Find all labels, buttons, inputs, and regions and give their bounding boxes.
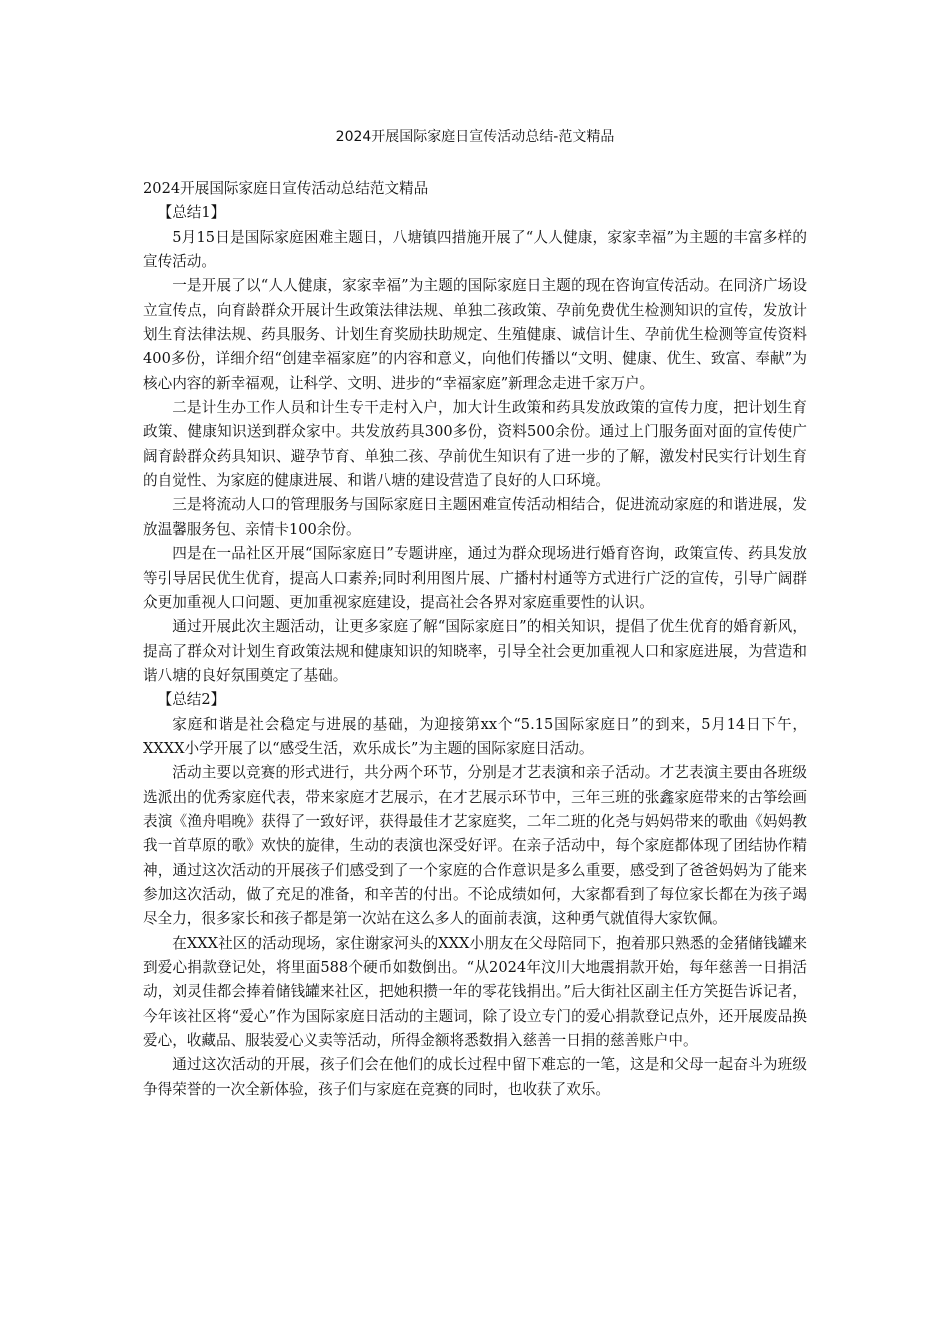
paragraph: 二是计生办工作人员和计生专干走村入户，加大计生政策和药具发放政策的宣传力度，把计划生育政策、健康知识送到群众家中。共发放药具300多份，资料500余份。通过上门服务面对面的宣传使广阔育龄群众药具知识、避孕节育、单独二孩、孕前优生知识有了进一步的了解，激发村民实行计划生育的自觉性、为家庭的健康进展、和谐八塘的建设营造了良好的人口环境。 <box>143 399 807 490</box>
paragraph: 5月15日是国际家庭困难主题日，八塘镇四措施开展了“人人健康，家家幸福”为主题的丰富多样的宣传活动。 <box>143 228 807 271</box>
paragraph: 通过这次活动的开展，孩子们会在他们的成长过程中留下难忘的一笔，这是和父母一起奋斗为班级争得荣誉的一次全新体验，孩子们与家庭在竞赛的同时，也收获了欢乐。 <box>143 1056 807 1098</box>
document-heading: 2024开展国际家庭日宣传活动总结范文精品 <box>143 180 429 197</box>
section-label-1: 【总结1】 <box>157 204 226 222</box>
paragraph: 一是开展了以“人人健康，家家幸福”为主题的国际家庭日主题的现在咨询宣传活动。在同济广场设立宣传点，向育龄群众开展计生政策法律法规、单独二孩政策、孕前免费优生检测知识的宣传，发放计划生育法律法规、药具服务、计划生育奖励扶助规定、生殖健康、诚信计生、孕前优生检测等宣传资料400多份，详细介绍“创建幸福家庭”的内容和意义，向他们传播以“文明、健康、优生、致富、奉献”为核心内容的新幸福观，让科学、文明、进步的“幸福家庭”新理念走进千家万户。 <box>143 277 807 392</box>
paragraph: 活动主要以竞赛的形式进行，共分两个环节，分别是才艺表演和亲子活动。才艺表演主要由各班级选派出的优秀家庭代表，带来家庭才艺展示，在才艺展示环节中，三年三班的张鑫家庭带来的古筝绘画表演《渔舟唱晚》获得了一致好评，获得最佳才艺家庭奖，二年二班的化尧与妈妈带来的歌曲《妈妈教我一首草原的歌》欢快的旋律，生动的表演也深受好评。在亲子活动中，每个家庭都体现了团结协作精神，通过这次活动的开展孩子们感受到了一个家庭的合作意识是多么重要，感受到了爸爸妈妈为了能来参加这次活动，做了充足的准备，和辛苦的付出。不论成绩如何，大家都看到了每位家长都在为孩子竭尽全力，很多家长和孩子都是第一次站在这么多人的面前表演，这种勇气就值得大家钦佩。 <box>143 764 807 928</box>
section-label-2: 【总结2】 <box>157 691 226 709</box>
paragraph: 通过开展此次主题活动，让更多家庭了解“国际家庭日”的相关知识，提倡了优生优育的婚育新风，提高了群众对计划生育政策法规和健康知识的知晓率，引导全社会更加重视人口和家庭进展，为营造和谐八塘的良好氛围奠定了基础。 <box>143 618 807 684</box>
page-title: 2024开展国际家庭日宣传活动总结-范文精品 <box>335 129 615 145</box>
paragraph: 三是将流动人口的管理服务与国际家庭日主题困难宣传活动相结合，促进流动家庭的和谐进展，发放温馨服务包、亲情卡100余份。 <box>143 496 807 538</box>
document-body <box>143 177 807 1102</box>
paragraph: 在XXX社区的活动现场，家住谢家河头的XXX小朋友在父母陪同下，抱着那只熟悉的金猪储钱罐来到爱心捐款登记处，将里面588个硬币如数倒出。“从2024年汶川大地震捐款开始，每年慈善一日捐活动，刘灵佳都会捧着储钱罐来社区，把她积攒一年的零花钱捐出。”后大街社区副主任方笑挺告诉记者，今年该社区将“爱心”作为国际家庭日活动的主题词，除了设立专门的爱心捐款登记点外，还开展废品换爱心，收藏品、服装爱心义卖等活动，所得金额将悉数捐入慈善一日捐的慈善账户中。 <box>143 934 807 1050</box>
paragraph: 四是在一品社区开展“国际家庭日”专题讲座，通过为群众现场进行婚育咨询，政策宣传、药具发放等引导居民优生优育，提高人口素养;同时利用图片展、广播村村通等方式进行广泛的宣传，引导广阔群众更加重视人口问题、更加重视家庭建设，提高社会各界对家庭重要性的认识。 <box>143 545 807 611</box>
paragraph: 家庭和谐是社会稳定与进展的基础，为迎接第xx个“5.15国际家庭日”的到来，5月14日下午，XXXX小学开展了以“感受生活，欢乐成长”为主题的国际家庭日活动。 <box>143 715 807 757</box>
